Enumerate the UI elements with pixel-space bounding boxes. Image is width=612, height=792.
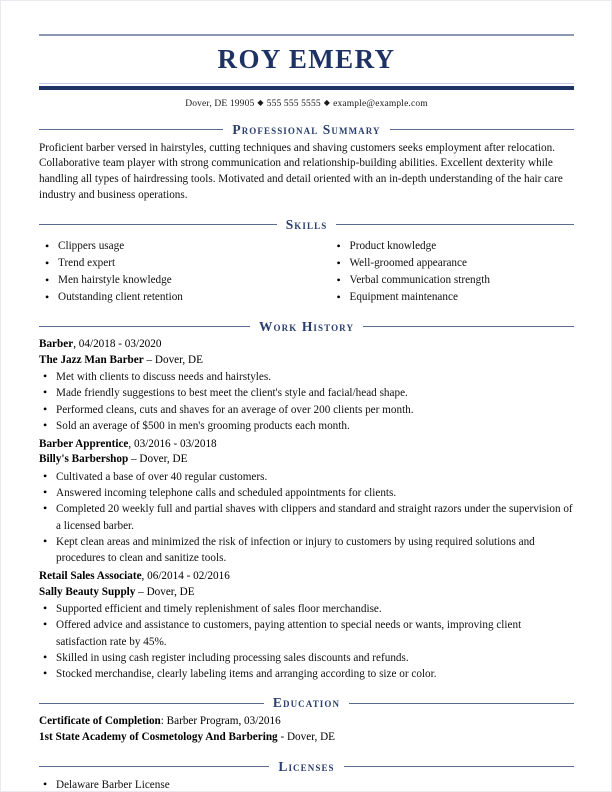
list-item: • Made friendly suggestions to best meet the client's style and facial/head shape. <box>39 385 574 401</box>
list-item: • Performed cleans, cuts and shaves for an average of over 200 clients per month. <box>39 402 574 418</box>
section-rule-right <box>390 129 574 130</box>
job-location: Dover, DE <box>139 453 188 466</box>
diamond-icon: ◆ <box>323 98 331 107</box>
section-header-licenses <box>39 760 574 774</box>
list-item: • Answered incoming telephone calls and scheduled appointments for clients. <box>39 485 574 501</box>
job-company: Billy's Barbershop <box>39 453 129 466</box>
list-item: • Cultivated a base of over 40 regular customers. <box>39 469 574 485</box>
job-bullets <box>39 369 574 434</box>
list-item: • Verbal communication strength <box>331 272 575 289</box>
job-company-line <box>39 452 574 467</box>
list-item: • Skilled in using cash register including processing sales discounts and refunds. <box>39 650 574 666</box>
list-item: • Outstanding client retention <box>39 289 307 306</box>
contact-location: Dover, DE 19905 <box>185 99 255 109</box>
contact-line <box>39 98 574 109</box>
job-role: Barber Apprentice <box>39 438 129 451</box>
section-header-skills <box>39 218 574 232</box>
list-item: • Sold an average of $500 in men's grooming products each month. <box>39 418 574 434</box>
job-location: Dover, DE <box>146 585 195 598</box>
list-item: • Stocked merchandise, clearly labeling items and arranging according to size or color. <box>39 666 574 682</box>
section-rule-right <box>363 326 574 327</box>
job-bullets <box>39 469 574 566</box>
job-dates: 04/2018 - 03/2020 <box>78 338 162 351</box>
section-title-skills: Skills <box>285 217 328 233</box>
list-item: • Delaware Barber License <box>39 777 574 792</box>
list-item: • Supported efficient and timely replenishment of sales floor merchandise. <box>39 601 574 617</box>
list-item: • Offered advice and assistance to customers, paying attention to special needs or wants, improving client satisfaction rate by 45%. <box>39 617 574 649</box>
section-rule-right <box>349 703 574 704</box>
section-title-summary: Professional Summary <box>232 122 381 137</box>
skills-column-right <box>307 236 575 306</box>
education-school-line <box>39 730 574 746</box>
header-rule-thick <box>39 86 574 90</box>
education-credential: Certificate of Completion <box>39 714 161 727</box>
contact-phone: 555 555 5555 <box>266 99 321 109</box>
section-rule-left <box>39 129 223 130</box>
job-separator: – <box>146 353 153 366</box>
section-rule-left <box>39 766 269 767</box>
list-item: • Men hairstyle knowledge <box>39 272 307 289</box>
section-rule-right <box>336 224 574 225</box>
summary-text: Proficient barber versed in hairstyles, cutting techniques and shaving customers seeks employment after relocation. Collaborative team player with strong communication and relationship-building abilities. Excellent dexterity while handling all types of hairdressing tools. Motivated and detail oriented with an in-depth understanding of the hair care industry and business operations. <box>39 141 563 202</box>
skills-list-left <box>39 238 307 306</box>
section-header-education <box>39 696 574 710</box>
education-school-location: - Dover, DE <box>277 730 335 743</box>
section-title-work-history: Work History <box>258 318 355 334</box>
job-title-line: Retail Sales Associate, 06/2014 - 02/2016 <box>39 570 230 583</box>
job-company: The Jazz Man Barber <box>39 353 144 366</box>
resume-content <box>39 1 574 792</box>
header-double-rule <box>39 83 574 90</box>
job-separator: – <box>138 585 144 598</box>
education-school: 1st State Academy of Cosmetology And Barbering <box>39 730 278 743</box>
list-item: • Well-groomed appearance <box>331 255 575 272</box>
list-item: • Product knowledge <box>331 238 575 255</box>
skills-column-left <box>39 236 307 306</box>
list-item: • Completed 20 weekly full and partial shaves with clippers and standard and straight razors under the supervision of a licensed barber. <box>39 501 574 533</box>
list-item: • Trend expert <box>39 255 307 272</box>
licenses-body <box>39 777 574 792</box>
section-rule-left <box>39 326 250 327</box>
job-title-line: Barber Apprentice, 03/2016 - 03/2018 <box>39 438 217 451</box>
skills-list-right <box>331 238 575 306</box>
job-entry <box>39 337 574 434</box>
job-location: Dover, DE <box>154 353 203 366</box>
job-entry <box>39 569 574 682</box>
list-item: • Kept clean areas and minimized the risk of infection or injury to customers by using required solutions and procedures to clean and sanitize tools. <box>39 534 574 566</box>
job-company-line <box>39 353 574 368</box>
licenses-list <box>39 777 574 792</box>
section-rule-right <box>344 766 574 767</box>
job-dates: 03/2016 - 03/2018 <box>133 438 217 451</box>
job-role: Retail Sales Associate <box>39 570 142 583</box>
section-header-work-history <box>39 320 574 334</box>
list-item: • Clippers usage <box>39 238 307 255</box>
section-rule-left <box>39 224 277 225</box>
skills-columns <box>39 236 574 306</box>
education-credential-line <box>39 714 574 730</box>
list-item: • Met with clients to discuss needs and hairstyles. <box>39 369 574 385</box>
section-rule-left <box>39 703 264 704</box>
section-title-licenses: Licenses <box>278 758 335 774</box>
job-dates: 06/2014 - 02/2016 <box>147 570 230 583</box>
job-company: Sally Beauty Supply <box>39 585 136 598</box>
job-role: Barber <box>39 338 74 351</box>
header-top-rule <box>39 34 574 36</box>
job-company-line <box>39 585 574 600</box>
education-program: : Barber Program, 03/2016 <box>160 714 281 727</box>
section-header-summary <box>39 123 574 137</box>
candidate-name: ROY EMERY <box>217 44 396 74</box>
diamond-icon: ◆ <box>257 98 264 107</box>
contact-email: example@example.com <box>333 99 428 109</box>
section-title-education: Education <box>272 695 341 711</box>
list-item: • Equipment maintenance <box>331 289 575 306</box>
job-bullets <box>39 601 574 682</box>
job-title-line: Barber, 04/2018 - 03/2020 <box>39 338 162 351</box>
job-entry <box>39 437 574 566</box>
job-separator: – <box>131 453 137 466</box>
